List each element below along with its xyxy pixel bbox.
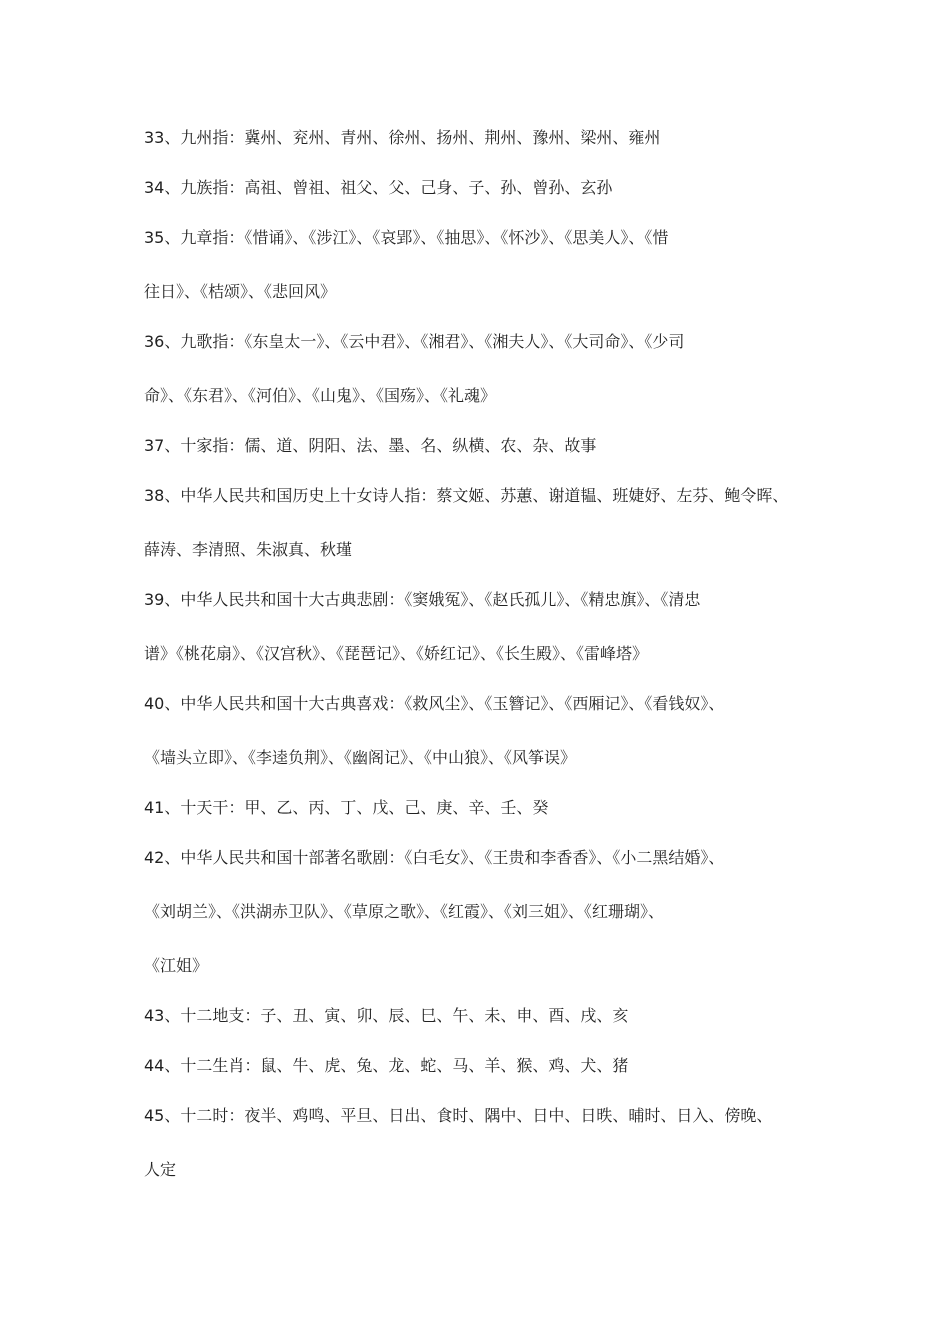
list-item: [144, 1101, 824, 1185]
list-item: [144, 1051, 824, 1081]
entry-line: 45、十二时：夜半、鸡鸣、平旦、日出、食时、隅中、日中、日昳、晡时、日入、傍晚、: [144, 1106, 773, 1125]
list-item: [144, 689, 824, 773]
entry-line: 36、九歌指：《东皇太一》、《云中君》、《湘君》、《湘夫人》、《大司命》、《少司: [144, 332, 685, 351]
list-item: [144, 585, 824, 669]
entry-line: 37、十家指：儒、道、阴阳、法、墨、名、纵横、农、杂、故事: [144, 436, 597, 455]
entry-line: 40、中华人民共和国十大古典喜戏：《救风尘》、《玉簪记》、《西厢记》、《看钱奴》、: [144, 694, 725, 713]
list-item: [144, 223, 824, 307]
entry-line-continued: 命》、《东君》、《河伯》、《山鬼》、《国殇》、《礼魂》: [144, 386, 497, 405]
entry-line: 34、九族指：高祖、曾祖、祖父、父、己身、子、孙、曾孙、玄孙: [144, 178, 613, 197]
entry-line-continued: 薛涛、李清照、朱淑真、秋瑾: [144, 540, 353, 559]
list-item: [144, 431, 824, 461]
entry-line-continued: 人定: [144, 1160, 177, 1179]
list-item: [144, 481, 824, 565]
list-item: [144, 793, 824, 823]
entry-line: 35、九章指：《惜诵》、《涉江》、《哀郢》、《抽思》、《怀沙》、《思美人》、《惜: [144, 228, 669, 247]
list-item: [144, 327, 824, 411]
entry-line: 33、九州指：冀州、兖州、青州、徐州、扬州、荆州、豫州、梁州、雍州: [144, 128, 661, 147]
entry-line: 44、十二生肖：鼠、牛、虎、兔、龙、蛇、马、羊、猴、鸡、犬、猪: [144, 1056, 629, 1075]
entry-line-continued: 往日》、《桔颂》、《悲回风》: [144, 282, 337, 301]
document-body: [144, 123, 824, 1185]
list-item: [144, 843, 824, 981]
list-item: [144, 123, 824, 153]
entry-line: 41、十天干：甲、乙、丙、丁、戊、己、庚、辛、壬、癸: [144, 798, 549, 817]
list-item: [144, 173, 824, 203]
entry-line-continued: 《刘胡兰》、《洪湖赤卫队》、《草原之歌》、《红霞》、《刘三姐》、《红珊瑚》、: [144, 902, 665, 921]
entry-line-continued: 谱》《桃花扇》、《汉宫秋》、《琵琶记》、《娇红记》、《长生殿》、《雷峰塔》: [144, 644, 649, 663]
entry-line: 42、中华人民共和国十部著名歌剧：《白毛女》、《王贵和李香香》、《小二黑结婚》、: [144, 848, 725, 867]
entry-line: 38、中华人民共和国历史上十女诗人指：蔡文姬、苏蕙、谢道韫、班婕妤、左芬、鲍令晖、: [144, 486, 789, 505]
entry-line-continued: 《墙头立即》、《李逵负荆》、《幽阁记》、《中山狼》、《风筝误》: [144, 748, 577, 767]
list-item: [144, 1001, 824, 1031]
entry-line: 39、中华人民共和国十大古典悲剧：《窦娥冤》、《赵氏孤儿》、《精忠旗》、《清忠: [144, 590, 701, 609]
entry-line: 43、十二地支：子、丑、寅、卯、辰、巳、午、未、申、酉、戌、亥: [144, 1006, 629, 1025]
entry-line-continued: 《江姐》: [144, 956, 209, 975]
